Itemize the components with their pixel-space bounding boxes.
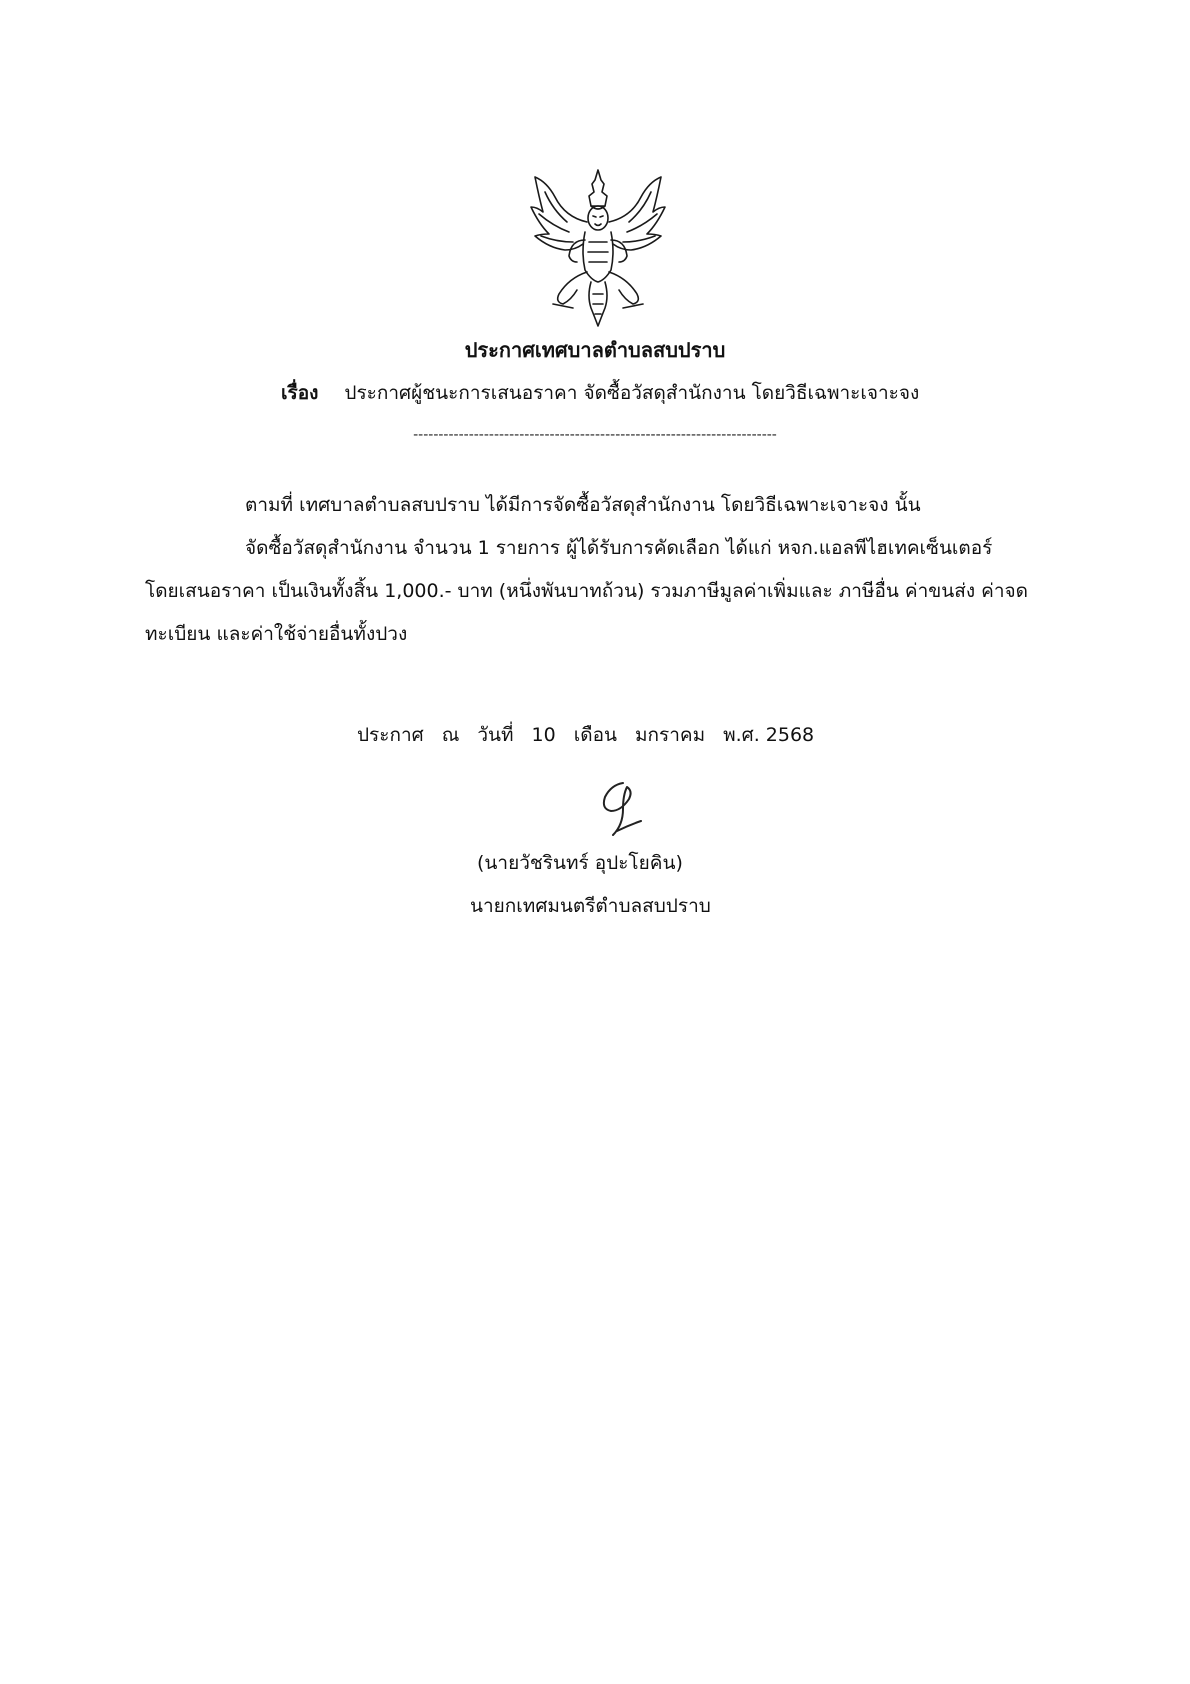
- handwritten-signature-icon: [583, 775, 663, 845]
- body-paragraph-1: ตามที่ เทศบาลตำบลสบปราบ ได้มีการจัดซื้อวัสดุสำนักงาน โดยวิธีเฉพาะเจาะจง นั้น: [245, 494, 921, 516]
- signer-title: นายกเทศมนตรีตำบลสบปราบ: [470, 895, 711, 917]
- announcement-date: [357, 722, 832, 748]
- separator-line: ------------------------------------------------------------------------: [413, 427, 777, 443]
- garuda-emblem-icon: [525, 162, 671, 330]
- body-paragraph-2: จัดซื้อวัสดุสำนักงาน จำนวน 1 รายการ ผู้ได้รับการคัดเลือก ได้แก่ หจก.แอลพีไฮเทคเซ็นเตอร์: [245, 537, 993, 559]
- body-paragraph-3: โดยเสนอราคา เป็นเงินทั้งสิ้น 1,000.- บาท (หนึ่งพันบาทถ้วน) รวมภาษีมูลค่าเพิ่มและ ภาษีอื่น ค่าขนส่ง ค่าจด: [145, 580, 1029, 602]
- year-value: 2568: [765, 724, 815, 746]
- at-word: ณ: [441, 724, 460, 746]
- year-label: พ.ศ.: [723, 724, 760, 746]
- document-heading: ประกาศเทศบาลตำบลสบปราบ: [464, 338, 726, 362]
- month-label: เดือน: [573, 724, 617, 746]
- subject-line: [281, 380, 919, 406]
- subject-label: เรื่อง: [281, 382, 319, 404]
- day-label: วันที่: [477, 724, 514, 746]
- month-value: มกราคม: [634, 724, 706, 746]
- day-value: 10: [531, 724, 556, 746]
- signer-name: (นายวัชรินทร์ อุปะโยคิน): [477, 852, 683, 874]
- subject-text: ประกาศผู้ชนะการเสนอราคา จัดซื้อวัสดุสำนักงาน โดยวิธีเฉพาะเจาะจง: [344, 382, 920, 404]
- announce-word: ประกาศ: [357, 724, 424, 746]
- body-paragraph-4: ทะเบียน และค่าใช้จ่ายอื่นทั้งปวง: [145, 623, 408, 645]
